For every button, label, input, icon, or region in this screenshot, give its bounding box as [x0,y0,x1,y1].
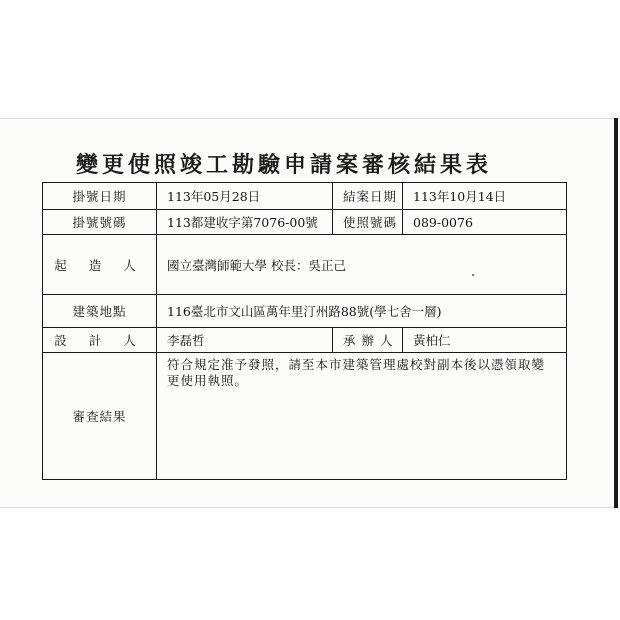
form-row-numbers [43,210,567,235]
form-row-review [43,353,567,480]
scan-speck [472,274,474,276]
registration-date-value: 113年05月28日 [157,183,333,210]
document-title: 變更使照竣工勘驗申請案審核結果表 [76,152,493,178]
form-row-location [43,295,567,328]
review-result-label: 審查結果 [43,353,157,480]
applicant-value: 國立臺灣師範大學 校長：吳正己 [157,235,567,295]
building-location-label: 建築地點 [43,295,157,328]
scan-edge-shadow [614,118,618,508]
registration-number-value: 113都建收字第7076-00號 [157,210,333,235]
form-row-applicant [43,235,567,295]
handler-label: 承 辦 人 [333,328,403,353]
handler-value: 黃柏仁 [403,328,567,353]
registration-date-label: 掛號日期 [43,183,157,210]
review-result-form [42,182,567,480]
designer-value: 李磊哲 [157,328,333,353]
closing-date-value: 113年10月14日 [403,183,567,210]
form-row-dates [43,183,567,210]
building-location-value: 116臺北市文山區萬年里汀州路88號(學七舍一層) [157,295,567,328]
use-permit-number-label: 使照號碼 [333,210,403,235]
form-row-personnel [43,328,567,353]
review-result-value: 符合規定准予發照，請至本市建築管理處校對副本後以憑領取變更使用執照。 [157,353,567,480]
registration-number-label: 掛號號碼 [43,210,157,235]
applicant-label: 起 造 人 [43,235,157,295]
closing-date-label: 結案日期 [333,183,403,210]
use-permit-number-value: 089-0076 [403,210,567,235]
designer-label: 設 計 人 [43,328,157,353]
